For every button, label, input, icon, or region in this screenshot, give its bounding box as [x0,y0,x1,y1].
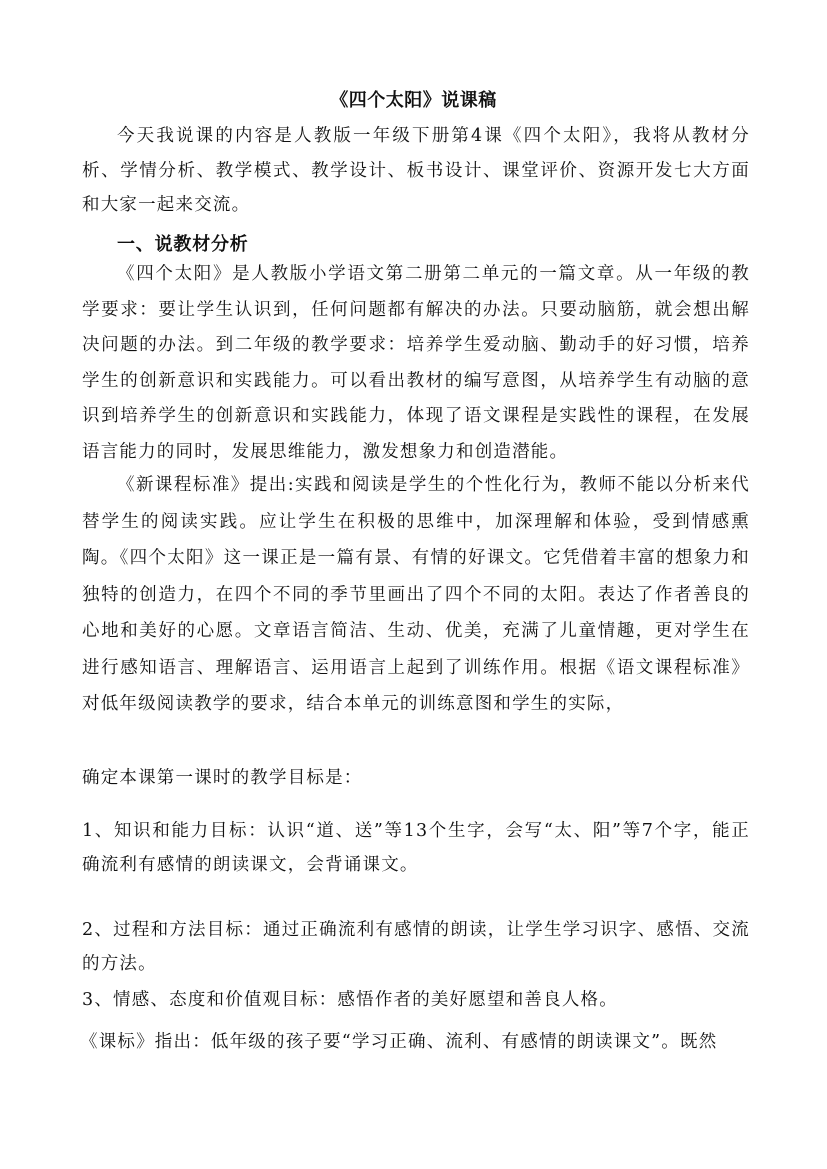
teaching-goal-item: 1、知识和能力目标：认识“道、送”等13个生字，会写“太、阳”等7个字，能正确流利有感情的朗读课文，会背诵课文。 [82,821,750,875]
teaching-goal-item: 2、过程和方法目标：通过正确流利有感情的朗读，让学生学习识字、感悟、交流的方法。 [82,920,750,974]
document-title: 《四个太阳》说课稿 [330,90,497,111]
intro-paragraph: 今天我说课的内容是人教版一年级下册第4课《四个太阳》，我将从教材分析、学情分析、教学模式、教学设计、板书设计、课堂评价、资源开发七大方面和大家一起来交流。 [82,126,750,215]
textbook-analysis-paragraph-2: 《新课程标准》提出:实践和阅读是学生的个性化行为，教师不能以分析来代替学生的阅读实践。应让学生在积极的思维中，加深理解和体验，受到情感熏陶。《四个太阳》这一课正是一篇有景、有情的好课文。它凭借着丰富的想象力和独特的创造力，在四个不同的季节里画出了四个不同的太阳。表达了作者善良的心地和美好的心愿。文章语言简洁、生动、优美，充满了儿童情趣，更对学生在进行感知语言、理解语言、运用语言上起到了训练作用。根据《语文课程标准》对低年级阅读教学的要求，结合本单元的训练意图和学生的实际， [82,475,750,714]
textbook-analysis-paragraph-1: 《四个太阳》是人教版小学语文第二册第二单元的一篇文章。从一年级的教学要求：要让学生认识到，任何问题都有解决的办法。只要动脑筋，就会想出解决问题的办法。到二年级的教学要求：培养学生爱动脑、勤动手的好习惯，培养学生的创新意识和实践能力。可以看出教材的编写意图，从培养学生有动脑的意识到培养学生的创新意识和实践能力，体现了语文课程是实践性的课程，在发展语言能力的同时，发展思维能力，激发想象力和创造潜能。 [82,264,750,462]
curriculum-standard-paragraph: 《课标》指出：低年级的孩子要“学习正确、流利、有感情的朗读课文”。既然 [80,1032,718,1052]
section-heading-textbook-analysis: 一、说教材分析 [117,234,249,255]
teaching-goals-intro: 确定本课第一课时的教学目标是： [82,768,363,788]
teaching-goal-item: 3、情感、态度和价值观目标：感悟作者的美好愿望和善良人格。 [82,990,618,1010]
